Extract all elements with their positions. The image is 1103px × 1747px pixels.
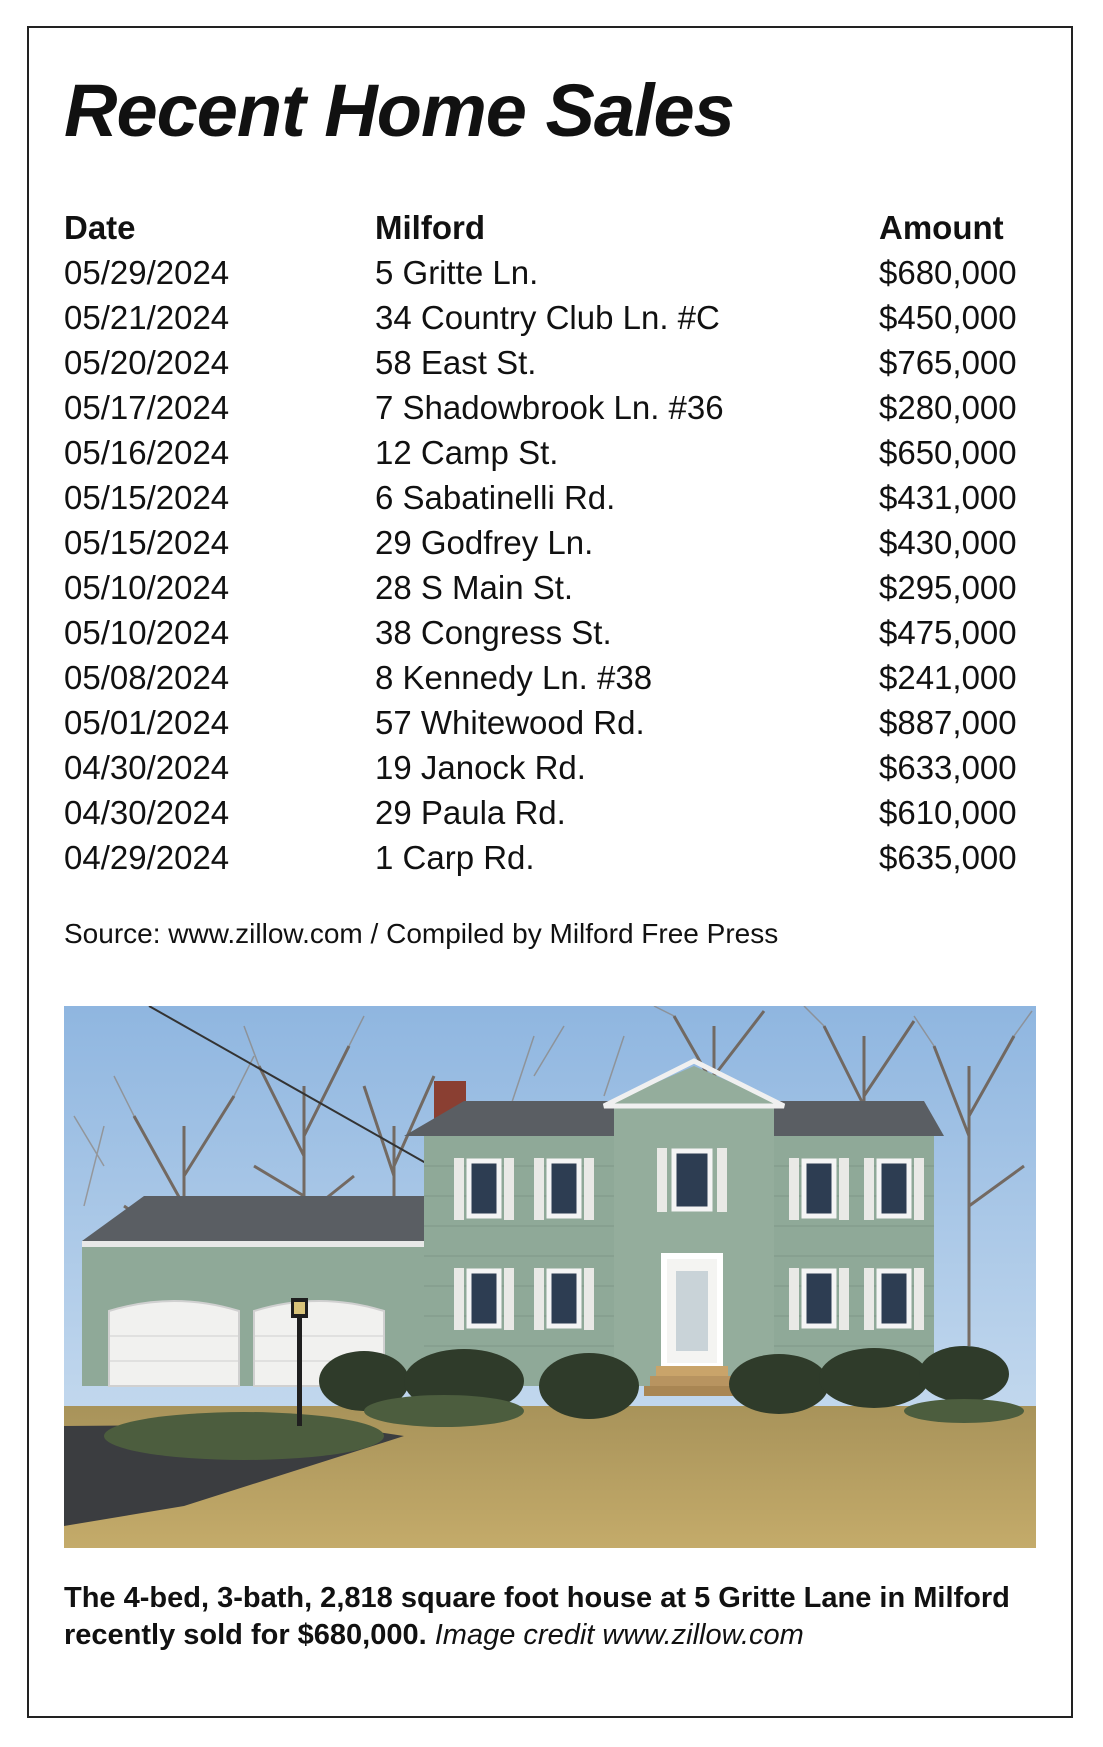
row-amount: $887,000	[879, 704, 1017, 741]
row-address: 1 Carp Rd.	[375, 839, 535, 876]
row-amount: $610,000	[879, 794, 1017, 831]
row-date: 05/15/2024	[64, 479, 230, 516]
table-row	[64, 565, 1029, 610]
row-address: 12 Camp St.	[375, 434, 559, 471]
table-row	[64, 385, 1029, 430]
table-row	[64, 835, 1029, 880]
row-address: 19 Janock Rd.	[375, 749, 586, 786]
table-row	[64, 655, 1029, 700]
row-date: 04/30/2024	[64, 749, 230, 786]
row-date: 05/01/2024	[64, 704, 230, 741]
photo-caption	[64, 1580, 1024, 1654]
row-address: 58 East St.	[375, 344, 537, 381]
row-amount: $430,000	[879, 524, 1017, 561]
row-date: 04/30/2024	[64, 794, 230, 831]
table-row	[64, 790, 1029, 835]
sales-table-body	[64, 250, 1029, 880]
row-address: 29 Godfrey Ln.	[375, 524, 594, 561]
row-amount: $765,000	[879, 344, 1017, 381]
house-illustration	[64, 1006, 1036, 1548]
row-amount: $680,000	[879, 254, 1017, 291]
row-date: 05/17/2024	[64, 389, 230, 426]
row-address: 34 Country Club Ln. #C	[375, 299, 720, 336]
source-note: Source: www.zillow.com / Compiled by Milford Free Press	[64, 918, 779, 949]
caption-text: The 4-bed, 3-bath, 2,818 square foot house at 5 Gritte Lane in Milford recently sold for $680,000.	[64, 1582, 1010, 1651]
row-date: 04/29/2024	[64, 839, 230, 876]
row-date: 05/10/2024	[64, 569, 230, 606]
row-amount: $450,000	[879, 299, 1017, 336]
row-amount: $280,000	[879, 389, 1017, 426]
header-address: Milford	[375, 209, 485, 246]
table-row	[64, 295, 1029, 340]
row-date: 05/15/2024	[64, 524, 230, 561]
row-address: 8 Kennedy Ln. #38	[375, 659, 653, 696]
header-date: Date	[64, 209, 136, 246]
row-address: 6 Sabatinelli Rd.	[375, 479, 616, 516]
table-row	[64, 700, 1029, 745]
row-amount: $633,000	[879, 749, 1017, 786]
table-row	[64, 520, 1029, 565]
row-amount: $295,000	[879, 569, 1017, 606]
house-photo	[64, 1006, 1036, 1548]
row-amount: $431,000	[879, 479, 1017, 516]
table-row	[64, 430, 1029, 475]
row-amount: $475,000	[879, 614, 1017, 651]
row-amount: $241,000	[879, 659, 1017, 696]
table-header-row	[64, 205, 1029, 250]
row-date: 05/20/2024	[64, 344, 230, 381]
row-address: 7 Shadowbrook Ln. #36	[375, 389, 724, 426]
sales-table	[64, 205, 1029, 880]
table-row	[64, 340, 1029, 385]
page-title: Recent Home Sales	[64, 69, 734, 152]
image-credit: Image credit www.zillow.com	[434, 1619, 804, 1651]
table-row	[64, 250, 1029, 295]
row-date: 05/29/2024	[64, 254, 230, 291]
row-amount: $650,000	[879, 434, 1017, 471]
row-date: 05/16/2024	[64, 434, 230, 471]
table-row	[64, 610, 1029, 655]
row-date: 05/21/2024	[64, 299, 230, 336]
header-amount: Amount	[879, 209, 1004, 246]
row-address: 28 S Main St.	[375, 569, 574, 606]
row-amount: $635,000	[879, 839, 1017, 876]
table-row	[64, 745, 1029, 790]
table-row	[64, 475, 1029, 520]
row-address: 5 Gritte Ln.	[375, 254, 539, 291]
row-address: 38 Congress St.	[375, 614, 612, 651]
row-date: 05/10/2024	[64, 614, 230, 651]
row-address: 29 Paula Rd.	[375, 794, 566, 831]
row-address: 57 Whitewood Rd.	[375, 704, 645, 741]
row-date: 05/08/2024	[64, 659, 230, 696]
